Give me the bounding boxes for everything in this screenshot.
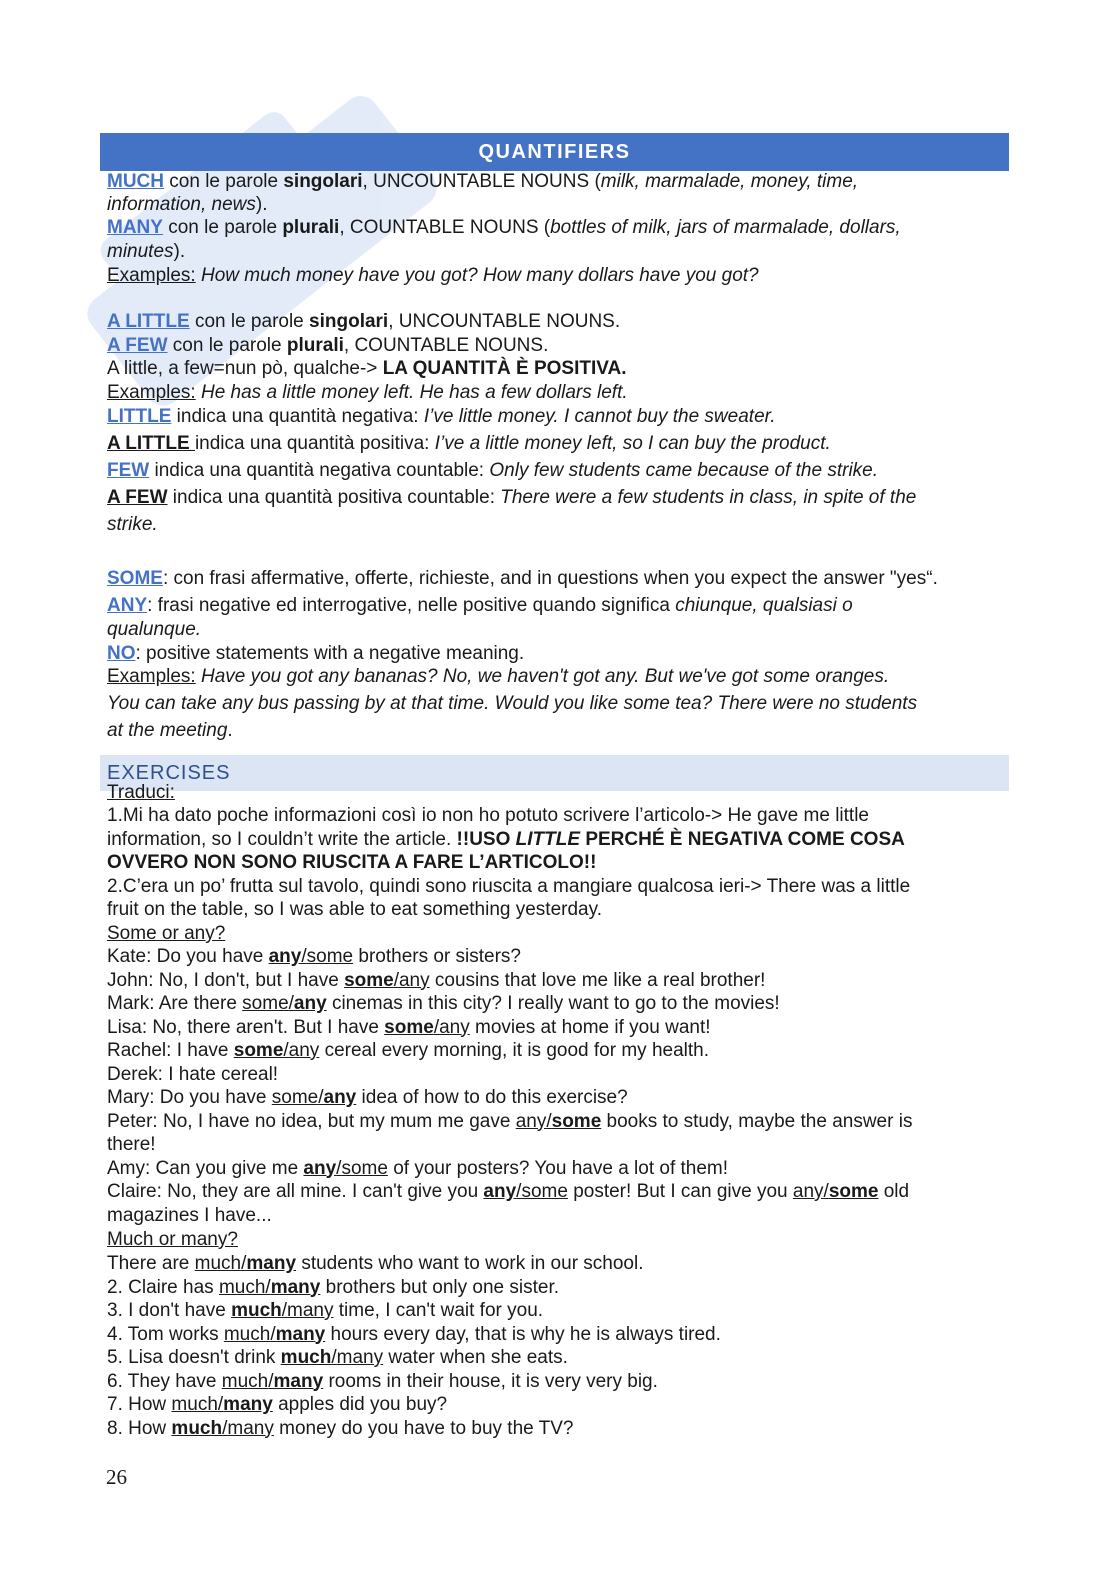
- little-line: LITTLE indica una quantità negativa: I’ve little money. I cannot buy the sweater.: [107, 406, 776, 427]
- some-or-any-title: Some or any?: [107, 923, 226, 944]
- traduci-label: Traduci:: [107, 782, 175, 803]
- keyword-a-little: A LITTLE: [107, 311, 190, 332]
- positive-note: A little, a few=nun pò, qualche-> LA QUANTITÀ È POSITIVA.: [107, 358, 627, 379]
- exercise-row: Mark: Are there some/any cinemas in this city? I really want to go to the movies!: [107, 993, 780, 1014]
- exercise-row: Peter: No, I have no idea, but my mum me gave any/some books to study, maybe the answer is: [107, 1110, 913, 1132]
- page-number: 26: [106, 1465, 127, 1489]
- keyword-a-little-2: A LITTLE: [107, 433, 195, 454]
- keyword-little: LITTLE: [107, 406, 172, 427]
- a-few-positive-line-2: strike.: [107, 514, 158, 535]
- choice-pair: any/some: [268, 946, 354, 967]
- exercise-row: Amy: Can you give me any/some of your posters? You have a lot of them!: [107, 1157, 729, 1179]
- choice-pair: any/some: [483, 1181, 568, 1202]
- exercise-row: 7. How much/many apples did you buy?: [107, 1394, 448, 1415]
- exercise-row: Claire: No, they are all mine. I can't give you any/some poster! But I can give you any/some old: [107, 1181, 910, 1202]
- exercise-row: 8. How much/many money do you have to buy the TV?: [107, 1417, 574, 1439]
- exercise-row: Mary: Do you have some/any idea of how to do this exercise?: [107, 1087, 628, 1108]
- many-line: MANY con le parole plurali, COUNTABLE NOUNS (bottles of milk, jars of marmalade, dollars,: [107, 217, 901, 238]
- translation-2: 2.C’era un po’ frutta sul tavolo, quindi sono riuscita a mangiare qualcosa ieri-> There was a little: [107, 876, 911, 897]
- some-line: SOME: con frasi affermative, offerte, richieste, and in questions when you expect the answer "yes“.: [107, 568, 938, 589]
- exercise-row: 6. They have much/many rooms in their house, it is very very big.: [107, 1370, 658, 1392]
- translation-2-line-2: fruit on the table, so I was able to eat something yesterday.: [107, 899, 602, 920]
- no-line: NO: positive statements with a negative meaning.: [107, 643, 525, 664]
- keyword-a-few-2: A FEW: [107, 487, 168, 508]
- exercise-row: 3. I don't have much/many time, I can't wait for you.: [107, 1300, 544, 1321]
- examples-1: Examples: How much money have you got? How many dollars have you got?: [107, 265, 759, 286]
- translation-1-line-3: OVVERO NON SONO RIUSCITA A FARE L’ARTICOLO!!: [107, 852, 597, 873]
- few-line: FEW indica una quantità negativa countable: Only few students came because of the strike.: [107, 460, 879, 481]
- choice-pair: much/many: [171, 1394, 273, 1415]
- choice-pair: much/many: [171, 1417, 274, 1439]
- choice-pair: any/some: [303, 1157, 388, 1179]
- any-line: ANY: frasi negative ed interrogative, nelle positive quando significa chiunque, qualsiasi o: [107, 595, 853, 616]
- choice-pair: some/any: [271, 1087, 357, 1108]
- keyword-some: SOME: [107, 568, 163, 589]
- any-line-2: qualunque.: [107, 619, 202, 640]
- choice-pair: some/any: [233, 1040, 320, 1061]
- choice-pair: much/many: [280, 1347, 384, 1368]
- choice-pair: some/any: [384, 1016, 470, 1038]
- exercise-row: 4. Tom works much/many hours every day, that is why he is always tired.: [107, 1323, 721, 1345]
- exercise-row: Lisa: No, there aren't. But I have some/any movies at home if you want!: [107, 1016, 711, 1038]
- translation-1: 1.Mi ha dato poche informazioni così io non ho potuto scrivere l’articolo-> He gave me little: [107, 805, 869, 826]
- exercise-row: 5. Lisa doesn't drink much/many water when she eats.: [107, 1347, 568, 1368]
- examples-3-line-2: You can take any bus passing by at that time. Would you like some tea? There were no students: [107, 693, 918, 714]
- choice-pair: much/many: [218, 1276, 321, 1298]
- keyword-many: MANY: [107, 217, 163, 238]
- choice-pair: any/some: [792, 1181, 879, 1202]
- exercise-row: John: No, I don't, but I have some/any cousins that love me like a real brother!: [107, 969, 766, 991]
- keyword-much: MUCH: [107, 171, 164, 192]
- choice-pair: some/any: [344, 969, 430, 991]
- keyword-few: FEW: [107, 460, 150, 481]
- a-little-positive-line: A LITTLE indica una quantità positiva: I’ve a little money left, so I can buy the product.: [107, 433, 831, 454]
- translation-1-line-2: information, so I couldn’t write the article. !!USO LITTLE PERCHÉ È NEGATIVA COME COSA: [107, 829, 905, 850]
- much-line: MUCH con le parole singolari, UNCOUNTABLE NOUNS (milk, marmalade, money, time,: [107, 171, 859, 192]
- keyword-any: ANY: [107, 595, 148, 616]
- choice-pair: much/many: [221, 1370, 324, 1392]
- exercise-row: Kate: Do you have any/some brothers or sisters?: [107, 946, 522, 967]
- choice-pair: much/many: [231, 1300, 334, 1321]
- examples-3-line-3: at the meeting.: [107, 720, 233, 741]
- exercise-row: magazines I have...: [107, 1204, 272, 1226]
- exercises-header: EXERCISES: [100, 755, 1009, 791]
- keyword-a-few: A FEW: [107, 335, 168, 356]
- examples-3: Examples: Have you got any bananas? No, we haven't got any. But we've got some oranges.: [107, 666, 890, 687]
- much-line-2: information, news).: [107, 194, 268, 215]
- choice-pair: much/many: [223, 1323, 326, 1345]
- many-line-2: minutes).: [107, 241, 186, 262]
- exercise-row: 2. Claire has much/many brothers but only one sister.: [107, 1276, 560, 1298]
- examples-2: Examples: He has a little money left. He has a few dollars left.: [107, 382, 628, 403]
- exercise-row: There are much/many students who want to work in our school.: [107, 1253, 644, 1274]
- exercise-row: Derek: I hate cereal!: [107, 1063, 279, 1085]
- keyword-no: NO: [107, 643, 136, 664]
- choice-pair: any/some: [515, 1110, 602, 1132]
- a-few-positive-line: A FEW indica una quantità positiva countable: There were a few students in class, in spite of the: [107, 487, 917, 508]
- much-or-many-title: Much or many?: [107, 1229, 238, 1250]
- exercise-row: there!: [107, 1134, 156, 1155]
- a-little-line: A LITTLE con le parole singolari, UNCOUNTABLE NOUNS.: [107, 311, 621, 332]
- a-few-line: A FEW con le parole plurali, COUNTABLE NOUNS.: [107, 335, 549, 356]
- section-header: QUANTIFIERS: [100, 133, 1009, 171]
- choice-pair: some/any: [242, 993, 327, 1014]
- choice-pair: much/many: [194, 1253, 297, 1274]
- exercise-row: Rachel: I have some/any cereal every morning, it is good for my health.: [107, 1040, 709, 1061]
